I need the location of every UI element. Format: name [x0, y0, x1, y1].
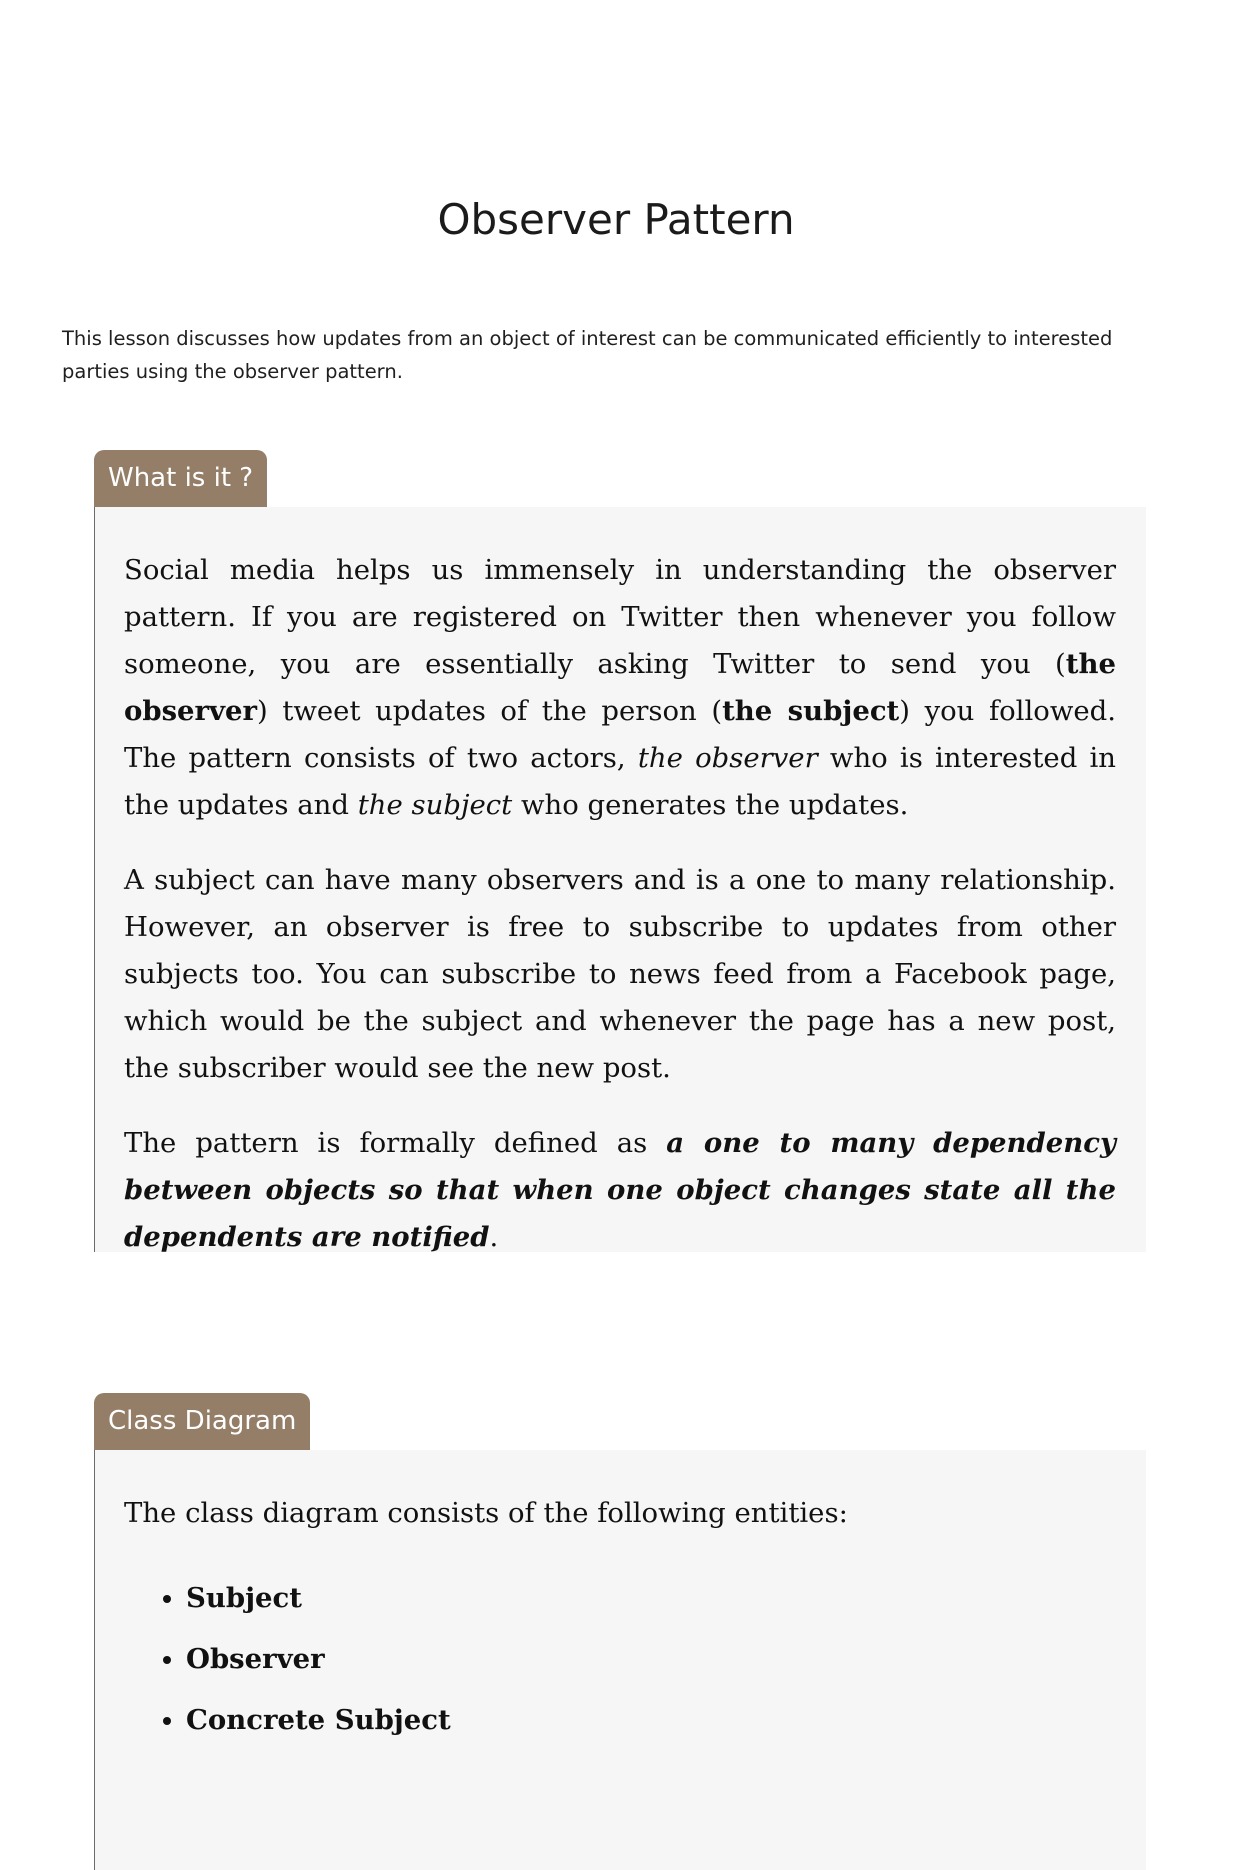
class-diagram-intro: The class diagram consists of the following entities:: [124, 1497, 848, 1529]
paragraph-social-media: [124, 547, 1116, 829]
section-class-diagram: [94, 1393, 1146, 1870]
section-body-what-is-it: [94, 507, 1146, 1252]
italic-term-subject: the subject: [357, 789, 513, 821]
paragraph-one-to-many: A subject can have many observers and is a one to many relationship. However, an observer is free to subscribe to updates from other subjects too. You can subscribe to news feed from a Facebook page, which would be the subject and whenever the page has a new post, the subscriber would see the new post.: [124, 864, 1116, 1084]
section-tab-class-diagram: Class Diagram: [94, 1393, 310, 1450]
list-item: • Subject: [186, 1575, 1116, 1622]
text-run: The pattern is formally defined as: [124, 1127, 667, 1159]
section-body-class-diagram: [94, 1450, 1146, 1870]
text-run: who generates the updates.: [512, 789, 909, 821]
text-run: .: [489, 1221, 499, 1253]
bold-term-observer: the observer: [124, 648, 1116, 727]
text-run: Social media helps us immensely in understanding the observer pattern. If you are registered on Twitter then whenever you follow someone, you are essentially asking Twitter to send you (: [124, 554, 1116, 680]
list-item: • Observer: [186, 1636, 1116, 1683]
text-run: who is interested in the updates and: [124, 742, 1116, 821]
bold-term-subject: the subject: [722, 695, 900, 727]
text-run: ) tweet updates of the person (: [257, 695, 723, 727]
formal-definition-italic: a one to many dependency between objects so that when one object changes state all the dependents are notified: [124, 1127, 1116, 1253]
text-run: ) you followed. The pattern consists of two actors,: [124, 695, 1116, 774]
list-item: • Concrete Subject: [186, 1697, 1116, 1744]
paragraph-formal-definition: [124, 1120, 1116, 1261]
section-tab-what-is-it: What is it ?: [94, 450, 267, 507]
italic-term-observer: the observer: [637, 742, 818, 774]
lesson-intro: This lesson discusses how updates from an object of interest can be communicated efficiently to interested parties using the observer pattern.: [62, 327, 1113, 383]
section-what-is-it: [94, 450, 1146, 1252]
page-title: Observer Pattern: [437, 195, 795, 244]
entity-list: [124, 1575, 1116, 1744]
